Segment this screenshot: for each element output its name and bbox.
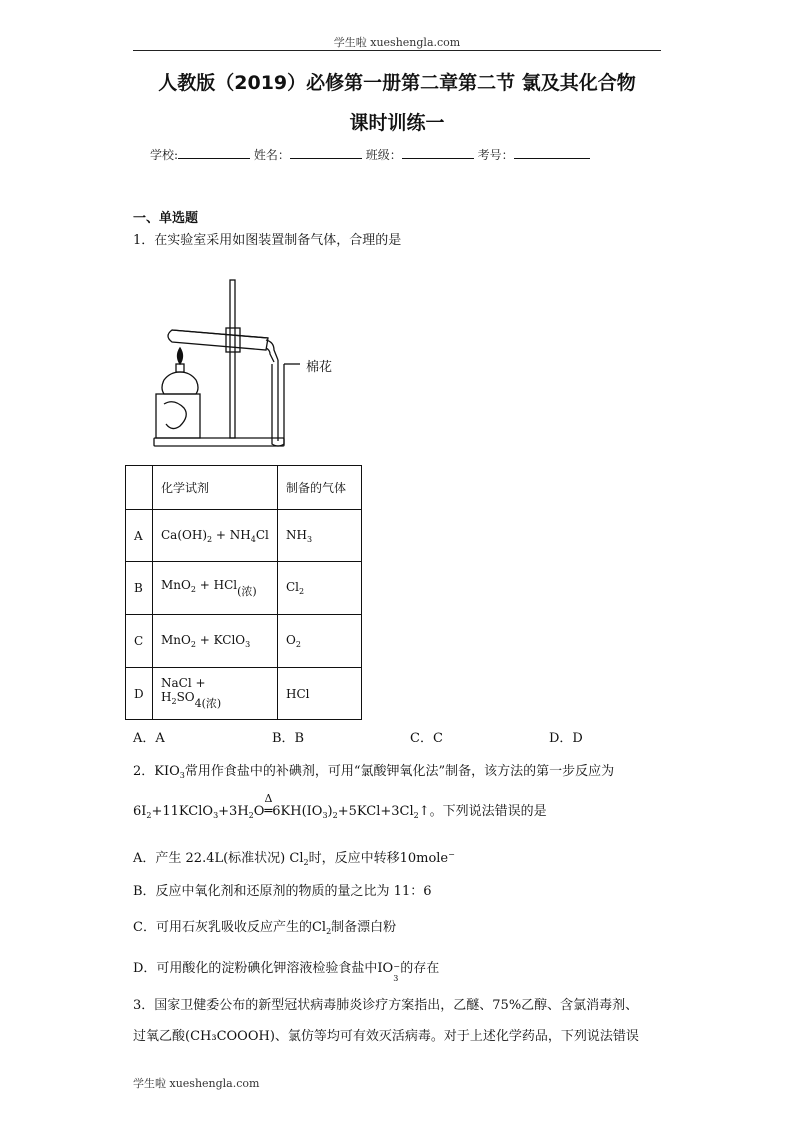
eq-part: ) bbox=[327, 804, 333, 819]
q1-stem: 1．在实验室采用如图装置制备气体，合理的是 bbox=[133, 233, 402, 248]
table-header-row bbox=[126, 466, 362, 510]
eq-part: +3H bbox=[218, 804, 249, 819]
header-rule bbox=[133, 50, 661, 51]
row-gas bbox=[278, 510, 362, 562]
reagent-part: + HCl bbox=[195, 577, 238, 592]
q2-option-b: B．反应中氧化剂和还原剂的物质的量之比为 11：6 bbox=[133, 884, 432, 899]
eq-sub: 2 bbox=[332, 811, 338, 820]
eq-part: +11KClO bbox=[151, 804, 214, 819]
q3-line1: 3．国家卫健委公布的新型冠状病毒肺炎诊疗方案指出，乙醚、75%乙醇、含氯消毒剂、 bbox=[133, 998, 639, 1013]
q1-option-c: C．C bbox=[410, 731, 443, 746]
gas-formula: NH bbox=[286, 527, 307, 542]
reagent-part: Cl bbox=[255, 527, 269, 542]
opt-sup: − bbox=[448, 850, 455, 859]
header-gas: 制备的气体 bbox=[278, 466, 362, 510]
reagent-part: Ca(OH) bbox=[161, 527, 208, 542]
opt-sub: 2 bbox=[326, 927, 332, 936]
ion-script bbox=[393, 962, 400, 983]
opt-text: 时，反应中转移10mole bbox=[308, 851, 449, 866]
q2-equation bbox=[133, 792, 547, 825]
row-gas bbox=[278, 668, 362, 720]
eq-sub: 3 bbox=[322, 811, 328, 820]
document-title: 人教版（2019）必修第一册第二章第二节 氯及其化合物 bbox=[158, 72, 636, 94]
document-subtitle: 课时训练一 bbox=[349, 112, 445, 134]
gas-formula: Cl bbox=[286, 580, 300, 594]
number-blank bbox=[514, 146, 590, 159]
school-blank bbox=[178, 146, 250, 159]
eq-sub: 2 bbox=[413, 811, 419, 820]
class-label: 班级： bbox=[365, 148, 402, 162]
reagent-sub: (浓) bbox=[237, 584, 257, 598]
page-footer: 学生啦 xueshengla.com bbox=[133, 1077, 260, 1090]
reagent-part: + KClO bbox=[195, 633, 246, 647]
q2-stem-sub: 3 bbox=[179, 771, 185, 780]
row-reagent bbox=[153, 668, 278, 720]
header-blank-cell bbox=[126, 466, 153, 510]
school-label: 学校: bbox=[150, 148, 179, 162]
reagent-part: SO bbox=[176, 690, 195, 704]
reagent-sub: 2 bbox=[190, 640, 196, 649]
section-heading: 一、单选题 bbox=[133, 211, 199, 226]
q2-option-d bbox=[133, 960, 440, 983]
name-blank bbox=[290, 146, 362, 159]
q1-option-b: B．B bbox=[272, 731, 305, 746]
table-row bbox=[126, 562, 362, 615]
row-gas bbox=[278, 562, 362, 615]
row-key: B bbox=[126, 562, 153, 615]
apparatus-figure bbox=[150, 276, 350, 451]
eq-sub: 3 bbox=[213, 811, 219, 820]
q2-stem bbox=[133, 763, 614, 785]
row-key: C bbox=[126, 615, 153, 668]
row-reagent bbox=[153, 510, 278, 562]
opt-sub: 3 bbox=[393, 974, 399, 983]
name-label: 姓名： bbox=[253, 148, 290, 162]
reagent-sub: 2 bbox=[171, 697, 177, 706]
gas-formula: O bbox=[286, 633, 296, 647]
row-reagent bbox=[153, 562, 278, 615]
table-row bbox=[126, 668, 362, 720]
q2-stem-a: 2．KIO bbox=[133, 764, 180, 779]
opt-text: 的存在 bbox=[400, 961, 440, 976]
eq-sub: 2 bbox=[248, 811, 254, 820]
reagent-sub: 4(浓) bbox=[194, 697, 222, 710]
reagent-sub: 2 bbox=[190, 584, 196, 594]
opt-text: D．可用酸化的淀粉碘化钾溶液检验食盐中IO bbox=[133, 961, 394, 976]
student-info-line bbox=[150, 146, 650, 163]
reagent-sub: 3 bbox=[245, 640, 251, 649]
eq-part: O bbox=[253, 804, 265, 819]
reagent-part: MnO bbox=[161, 633, 191, 647]
gas-sub: 3 bbox=[306, 534, 313, 544]
cotton-label: 棉花 bbox=[306, 360, 333, 375]
opt-text: 制备漂白粉 bbox=[331, 920, 397, 935]
row-reagent bbox=[153, 615, 278, 668]
gas-formula: HCl bbox=[286, 686, 310, 701]
header-reagent: 化学试剂 bbox=[153, 466, 278, 510]
eq-part: 6I bbox=[133, 804, 147, 819]
opt-text: C．可用石灰乳吸收反应产生的Cl bbox=[133, 920, 327, 935]
class-blank bbox=[402, 146, 474, 159]
q3-line2: 过氧乙酸(CH₃COOOH)、氯仿等均可有效灭活病毒。对于上述化学药品，下列说法错误 bbox=[133, 1029, 639, 1044]
gas-sub: 2 bbox=[299, 587, 305, 596]
q2-option-c bbox=[133, 919, 396, 941]
eq-sub: 2 bbox=[146, 811, 152, 820]
eq-part: ═6KH(IO bbox=[264, 804, 323, 819]
q1-option-d: D．D bbox=[549, 731, 583, 746]
page-header: 学生啦 xueshengla.com bbox=[333, 36, 461, 49]
reagent-table bbox=[125, 465, 362, 720]
reagent-sub: 4 bbox=[250, 534, 256, 544]
reagent-part: NaCl + H bbox=[161, 676, 206, 704]
q1-option-a: A．A bbox=[133, 731, 165, 746]
eq-part: +5KCl+3Cl bbox=[337, 804, 414, 819]
opt-sup: − bbox=[393, 962, 400, 971]
heat-condition: Δ bbox=[264, 792, 273, 805]
row-gas bbox=[278, 615, 362, 668]
q2-stem-b: 常用作食盐中的补碘剂，可用“氯酸钾氧化法”制备，该方法的第一步反应为 bbox=[184, 764, 615, 779]
opt-sub: 2 bbox=[303, 858, 309, 867]
eq-part: ↑。下列说法错误的是 bbox=[418, 804, 547, 819]
gas-sub: 2 bbox=[295, 640, 301, 649]
eq-arrow bbox=[264, 792, 323, 819]
row-key: D bbox=[126, 668, 153, 720]
opt-text: A．产生 22.4L(标准状况) Cl bbox=[133, 851, 304, 866]
table-row bbox=[126, 510, 362, 562]
row-key: A bbox=[126, 510, 153, 562]
table-row bbox=[126, 615, 362, 668]
reagent-sub: 2 bbox=[207, 534, 213, 544]
number-label: 考号： bbox=[477, 148, 514, 162]
reagent-part: + NH bbox=[212, 527, 251, 542]
reagent-part: MnO bbox=[161, 577, 191, 592]
q2-option-a bbox=[133, 846, 455, 872]
